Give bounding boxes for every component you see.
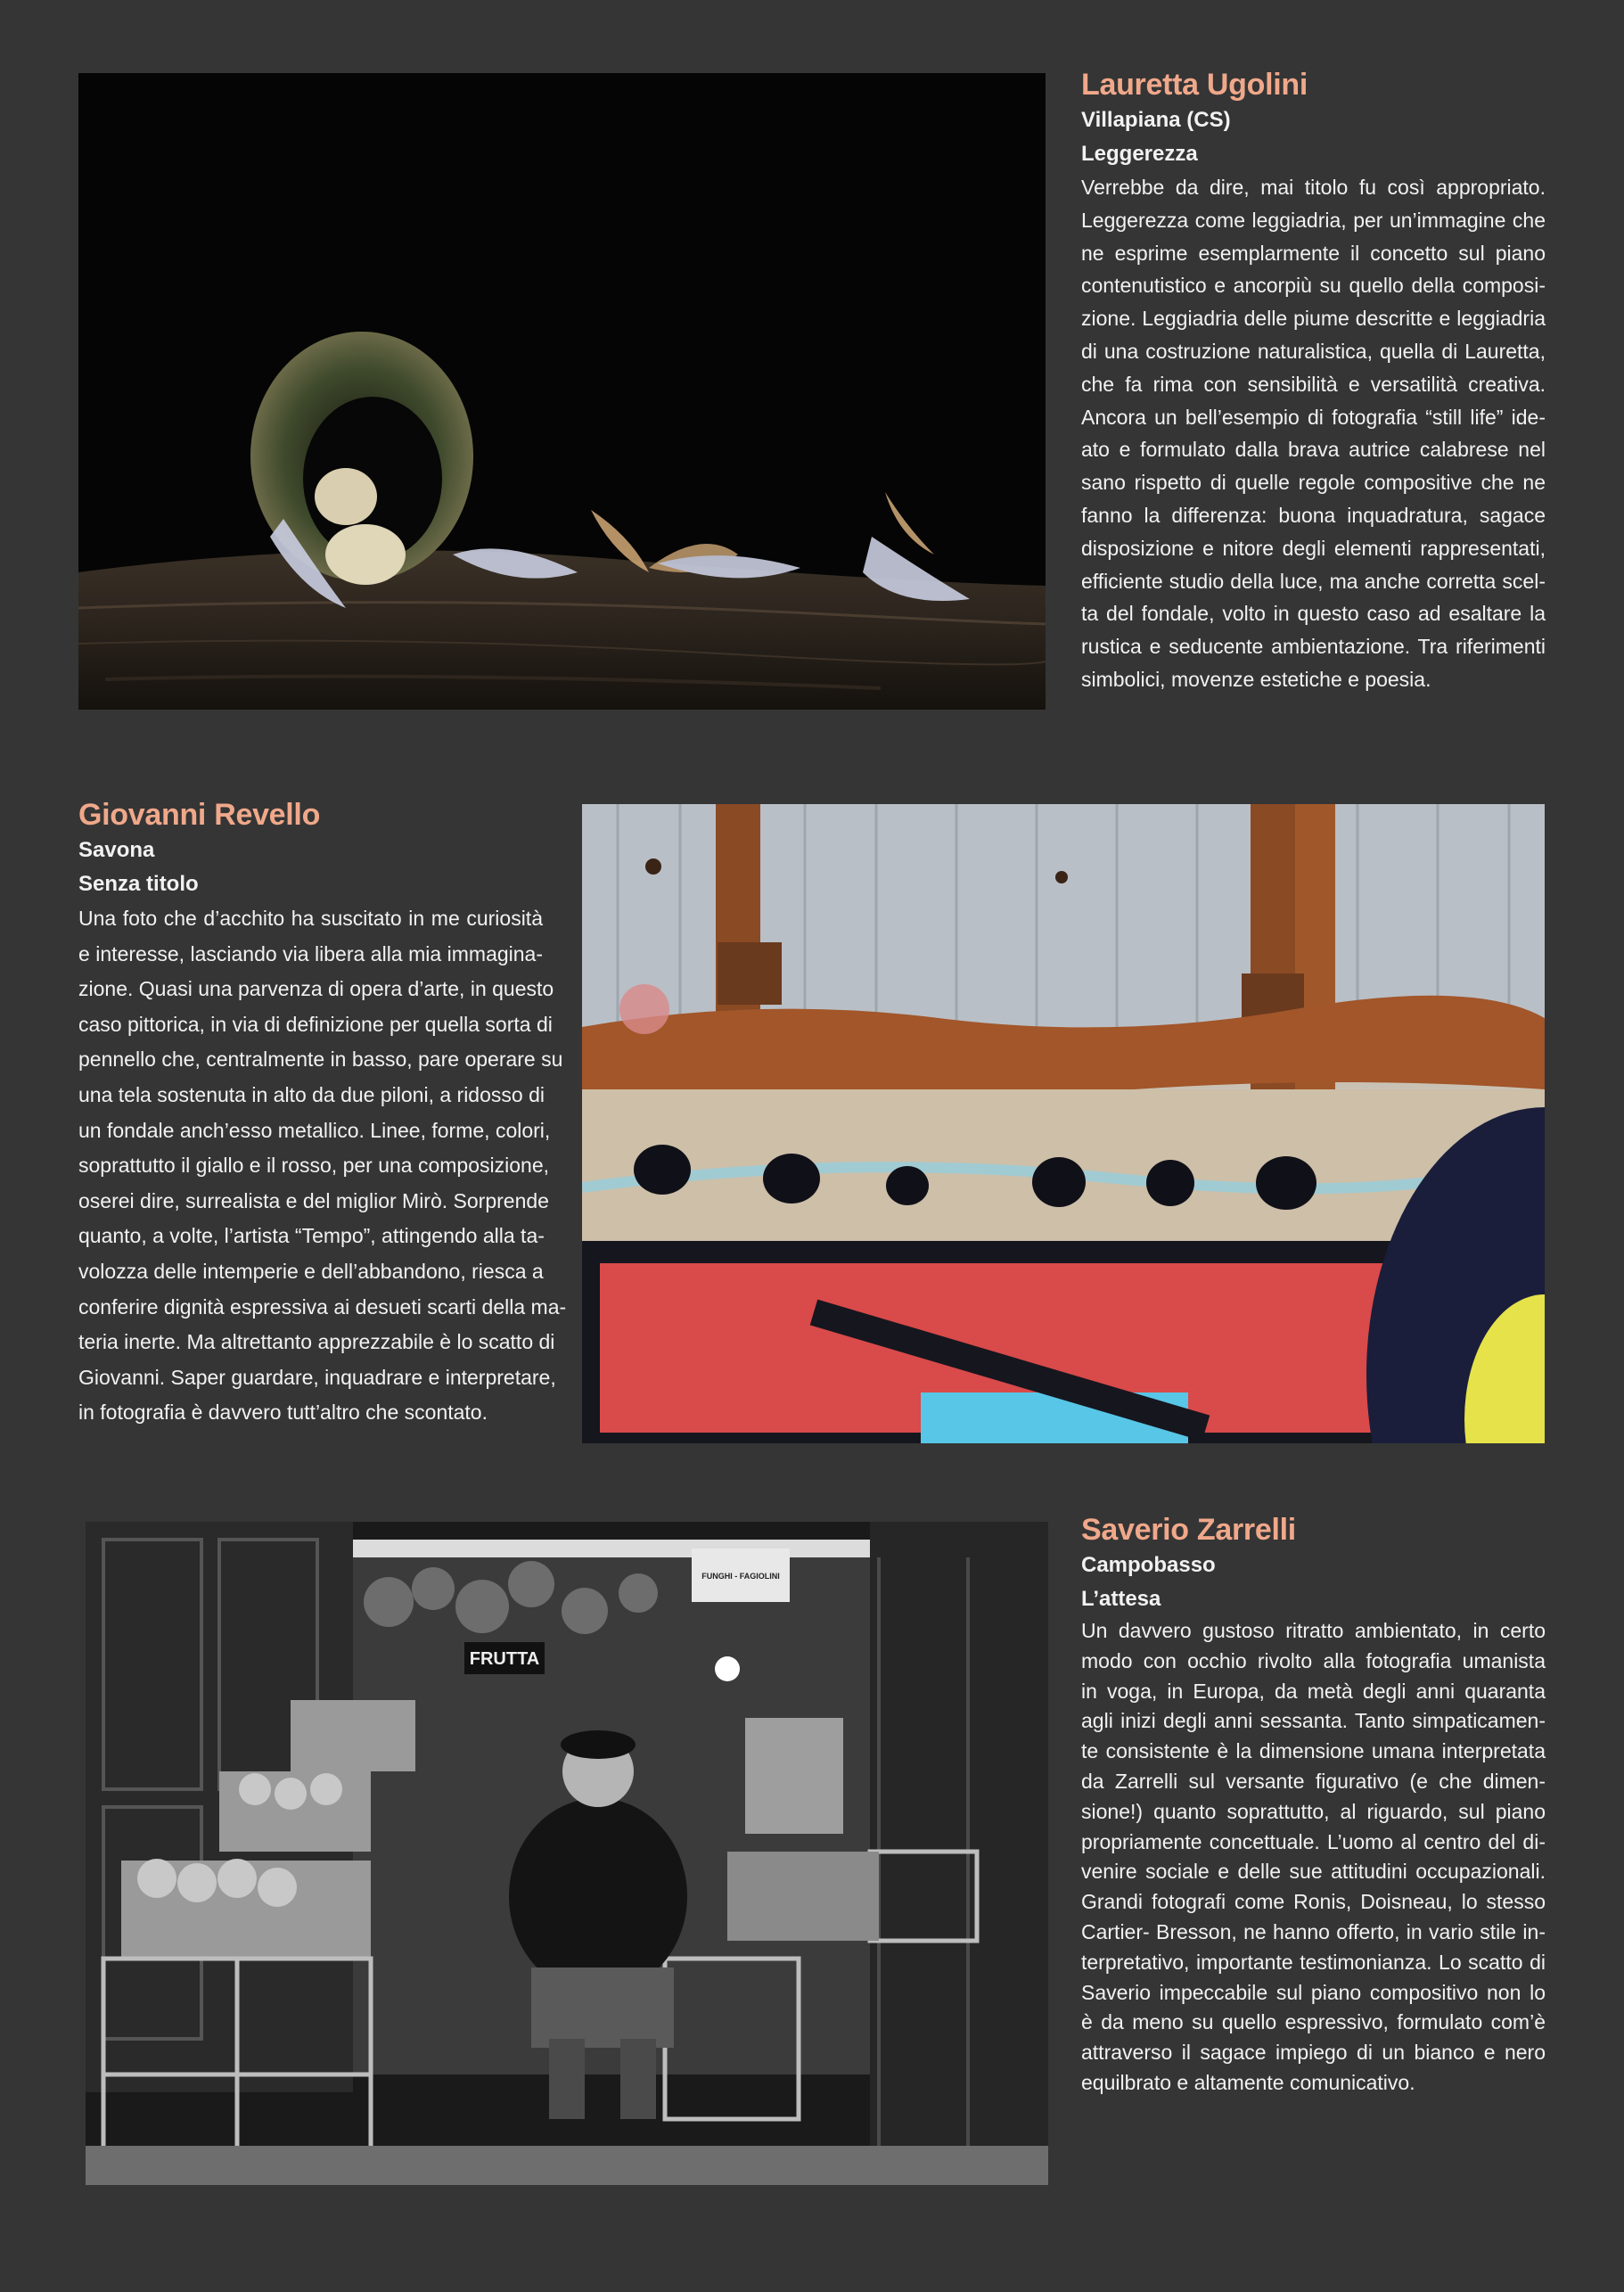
shop-sign: FUNGHI - FAGIOLINI <box>701 1572 780 1581</box>
text-block-leggerezza <box>1081 66 1546 696</box>
photo-l-attesa <box>86 1522 1048 2185</box>
photo-title: Senza titolo <box>78 872 199 896</box>
author-name: Giovanni Revello <box>78 798 321 832</box>
text-block-l-attesa <box>1081 1511 1546 2099</box>
photo-leggerezza <box>78 73 1046 710</box>
photo-title: Leggerezza <box>1081 142 1198 166</box>
author-name: Lauretta Ugolini <box>1081 68 1308 102</box>
photo-title: L’attesa <box>1081 1587 1161 1611</box>
photo-description: Un davvero gustoso ritratto ambientato, in certo modo con occhio rivolto alla fotografia umanista in voga, in Europa, da metà degli anni quaranta agli inizi degli anni sessanta. Tanto simpaticamen- te consistente è la dimensione umana interpretata da Zarrelli sul versante figurativo (e che dimen- sione!) quanto soprattutto, al riguardo, sul piano propriamente concettuale. L’uomo al centro del di- venire sociale e delle sue attitudini occupazionali. Grandi fotografi come Ronis, Doisneau, lo stesso Cartier- Bresson, ne hanno offerto, in vario stile in- terpretativo, importante testimonianza. Lo scatto di Saverio impeccabile sul piano compositivo non lo è da meno su quello espressivo, formulato com’è attraverso il sagace impiego di un bianco e nero equilbrato e altamente comunicativo. <box>1081 1619 1546 2094</box>
photo-description: Verrebbe da dire, mai titolo fu così appropriato. Leggerezza come leggiadria, per un’immagine che ne esprime esemplarmente il concetto sul piano contenutistico e ancorpiù su quello della composi- zione. Leggiadria delle piume descritte e leggiadria di una costruzione naturalistica, quella di Lauretta, che fa rima con sensibilità e versatilità creativa. Ancora un bell’esempio di fotografia “still life” ide- ato e formulato dalla brava autrice calabrese nel sano rispetto di quelle regole compositive che ne fanno la differenza: buona inquadratura, sagace disposizione e nitore degli elementi rappresentati, efficiente studio della luce, ma anche corretta scel- ta del fondale, volto in questo caso ad esaltare la rustica e seducente ambientazione. Tra riferimenti simbolici, movenze estetiche e poesia. <box>1081 176 1546 691</box>
author-city: Villapiana (CS) <box>1081 108 1231 132</box>
photo-description: Una foto che d’acchito ha suscitato in me curiosità e interesse, lasciando via libera alla mia immagina- zione. Quasi una parvenza di opera d’arte, in questo caso pittorica, in via di definizione per quella sorta di pennello che, centralmente in basso, pare operare su una tela sostenuta in alto da due piloni, a ridosso di un fondale anch’esso metallico. Linee, forme, colori, soprattutto il giallo e il rosso, per una composizione, oserei dire, surrealista e del miglior Mirò. Sorprende quanto, a volte, l’artista “Tempo”, attingendo alla ta- volozza delle intemperie e dell’abbandono, riesca a conferire dignità espressiva ai desueti scarti della ma- teria inerte. Ma altrettanto apprezzabile è lo scatto di Giovanni. Saper guardare, inquadrare e interpretare, in fotografia è davvero tutt’altro che scontato. <box>78 907 567 1425</box>
author-city: Campobasso <box>1081 1553 1216 1577</box>
photo-senza-titolo <box>582 804 1545 1443</box>
text-block-senza-titolo <box>78 796 567 1431</box>
frutta-sign: FRUTTA <box>469 1649 540 1669</box>
author-city: Savona <box>78 838 155 862</box>
author-name: Saverio Zarrelli <box>1081 1513 1296 1547</box>
